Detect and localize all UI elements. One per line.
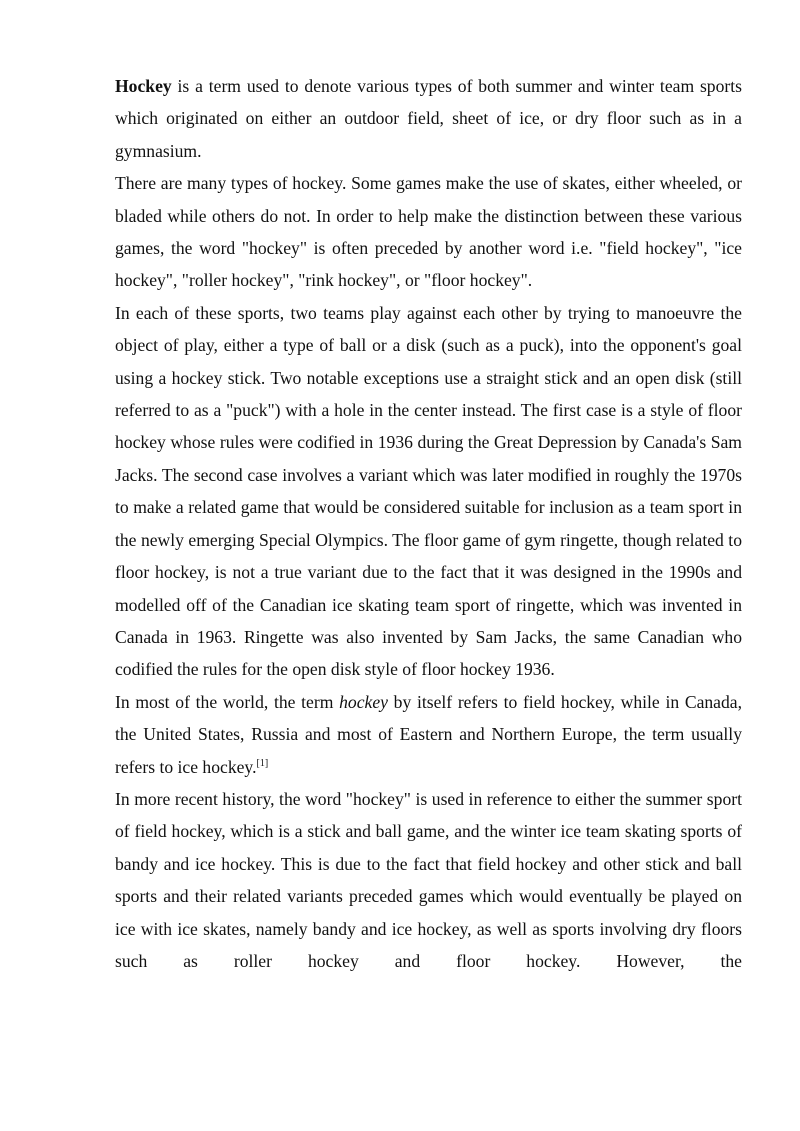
paragraph-types: There are many types of hockey. Some games make the use of skates, either wheeled, or bladed while others do not. In order to help make the distinction between these various games, the word "hockey" is often preceded by another word i.e. "field hockey", "ice hockey", "roller hockey", "rink hockey", or "floor hockey". bbox=[115, 173, 742, 291]
footnote-ref[interactable]: [1] bbox=[256, 757, 269, 769]
paragraph-usage-after: by itself refers to field hockey, while in Canada, the United States, Russia and most of Eastern and Northern Europe, the term usually refers to ice hockey. bbox=[115, 691, 742, 777]
term-hockey: Hockey bbox=[115, 76, 172, 96]
document-page bbox=[115, 70, 742, 977]
paragraph-history: In more recent history, the word "hockey" is used in reference to either the summer sport of field hockey, which is a stick and ball game, and the winter ice team skating sports of bandy and ice hockey. This is due to the fact that field hockey and other stick and ball sports and their related variants preceded games which would eventually be played on ice with ice skates, namely bandy and ice hockey, as well as sports involving dry floors such as roller hockey and floor hockey. However, the bbox=[115, 788, 742, 971]
italic-term-hockey: hockey bbox=[339, 691, 388, 712]
paragraph-intro bbox=[115, 70, 742, 167]
paragraph-usage-before: In most of the world, the term bbox=[115, 691, 340, 712]
paragraph-play: In each of these sports, two teams play against each other by trying to manoeuvre the object of play, either a type of ball or a disk (such as a puck), into the opponent's goal using a hockey stick. Two notable exceptions use a straight stick and an open disk (still referred to as a "puck") with a hole in the center instead. The first case is a style of floor hockey whose rules were codified in 1936 during the Great Depression by Canada's Sam Jacks. The second case involves a variant which was later modified in roughly the 1970s to make a related game that would be considered suitable for inclusion as a team sport in the newly emerging Special Olympics. The floor game of gym ringette, though related to floor hockey, is not a true variant due to the fact that it was designed in the 1990s and modelled off of the Canadian ice skating team sport of ringette, which was invented in Canada in 1963. Ringette was also invented by Sam Jacks, the same Canadian who codified the rules for the open disk style of floor hockey 1936. bbox=[115, 302, 742, 680]
paragraph-usage bbox=[115, 686, 742, 783]
paragraph-intro-text: is a term used to denote various types of both summer and winter team sports which originated on either an outdoor field, sheet of ice, or dry floor such as in a gymnasium. bbox=[115, 76, 742, 161]
